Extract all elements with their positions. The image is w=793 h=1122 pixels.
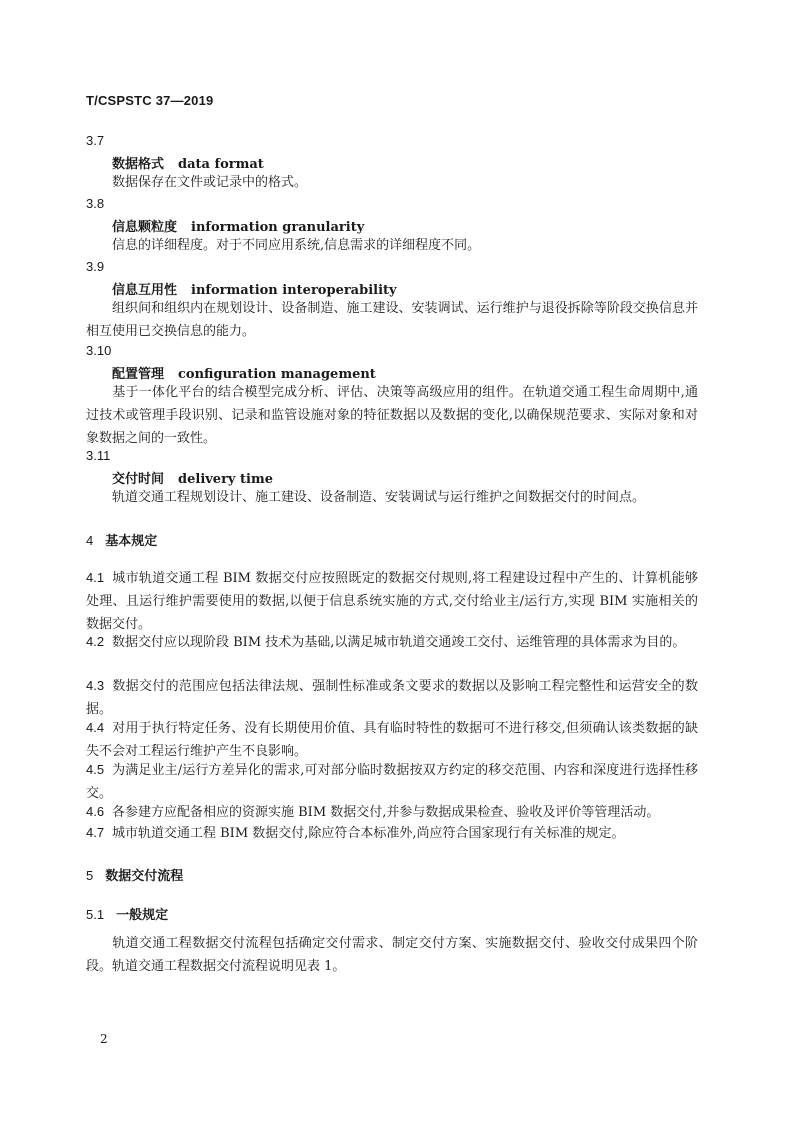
section-title: 基本规定: [105, 534, 158, 549]
page-number: 2: [100, 1032, 108, 1046]
term-definition-text: 信息的详细程度。对于不同应用系统,信息需求的详细程度不同。: [112, 238, 481, 253]
term-definition-text: 组织间和组织内在规划设计、设备制造、施工建设、安装调试、运行维护与退役拆除等阶段交换信息并相互使用已交换信息的能力。: [86, 301, 698, 339]
clause-number: 4.7: [86, 825, 105, 840]
term-definition: [86, 381, 698, 450]
term-definition: [86, 234, 698, 257]
term-definition: [86, 297, 698, 343]
term-number: 3.7: [86, 133, 105, 148]
term-title-zh: 配置管理: [112, 367, 165, 382]
term-title: [112, 153, 264, 172]
term-definition: [86, 171, 698, 194]
term-title-en: delivery time: [178, 472, 273, 487]
term-title-zh: 数据格式: [112, 157, 165, 172]
term-definition-text: 数据保存在文件或记录中的格式。: [112, 175, 308, 190]
clause-number: 4.1: [86, 570, 105, 585]
section-paragraph-text: 轨道交通工程数据交付流程包括确定交付需求、制定交付方案、实施数据交付、验收交付成果四个阶段。轨道交通工程数据交付流程说明见表 1。: [86, 936, 698, 974]
term-number: 3.8: [86, 196, 105, 211]
term-number: 3.9: [86, 259, 105, 274]
clause-number: 4.4: [86, 720, 105, 735]
clause-number: 4.2: [86, 634, 105, 649]
clause: [86, 674, 698, 721]
clause-text: 数据交付的范围应包括法律法规、强制性标准或条文要求的数据以及影响工程完整性和运营安全的数据。: [86, 679, 698, 717]
clause-text: 为满足业主/运行方差异化的需求,可对部分临时数据按双方约定的移交范围、内容和深度进行选择性移交。: [86, 763, 698, 801]
term-title: [112, 363, 376, 382]
term-title-zh: 信息颗粒度: [112, 220, 178, 235]
term-title: [112, 468, 273, 487]
clause-number: 4.5: [86, 762, 105, 777]
clause-number: 4.3: [86, 678, 105, 693]
clause: [86, 716, 698, 763]
term-title: [112, 216, 364, 235]
standard-code-header: T/CSPSTC 37—2019: [86, 93, 214, 108]
term-title-en: configuration management: [178, 367, 376, 382]
term-title-en: information granularity: [191, 220, 365, 235]
term-title-en: data format: [178, 157, 264, 172]
term-title-zh: 信息互用性: [112, 283, 178, 298]
clause-text: 城市轨道交通工程 BIM 数据交付应按照既定的数据交付规则,将工程建设过程中产生的、计算机能够处理、且运行维护需要使用的数据,以便于信息系统实施的方式,交付给业主/运行方,实现 BIM 实施相关的数据交付。: [86, 571, 698, 632]
clause-text: 对用于执行特定任务、没有长期使用价值、具有临时特性的数据可不进行移交,但须确认该类数据的缺失不会对工程运行维护产生不良影响。: [86, 721, 698, 759]
clause: [86, 566, 698, 636]
term-definition-text: 轨道交通工程规划设计、施工建设、设备制造、安装调试与运行维护之间数据交付的时间点。: [112, 490, 646, 505]
clause-number: 4.6: [86, 804, 105, 819]
clause-text: 数据交付应以现阶段 BIM 技术为基础,以满足城市轨道交通竣工交付、运维管理的具体需求为目的。: [112, 635, 686, 650]
term-title-en: information interoperability: [191, 283, 397, 298]
term-definition: [86, 486, 698, 509]
clause: [86, 630, 698, 654]
section-paragraph: [86, 932, 698, 978]
clause-text: 城市轨道交通工程 BIM 数据交付,除应符合本标准外,尚应符合国家现行有关标准的规定。: [112, 826, 625, 841]
section-title: 数据交付流程: [105, 869, 184, 884]
subsection-heading: [86, 904, 168, 923]
section-heading: [86, 865, 183, 884]
clause-text: 各参建方应配备相应的资源实施 BIM 数据交付,并参与数据成果检查、验收及评价等管理活动。: [112, 805, 660, 820]
section-heading: [86, 530, 157, 549]
section-number: 4: [86, 533, 94, 548]
section-number: 5: [86, 868, 94, 883]
term-title: [112, 279, 397, 298]
subsection-number: 5.1: [86, 907, 105, 922]
clause: [86, 758, 698, 805]
term-definition-text: 基于一体化平台的结合模型完成分析、评估、决策等高级应用的组件。在轨道交通工程生命周期中,通过技术或管理手段识别、记录和监管设施对象的特征数据以及数据的变化,以确保规范要求、实际对象和对象数据之间的一致性。: [86, 385, 698, 446]
clause: [86, 821, 698, 845]
term-number: 3.10: [86, 343, 112, 358]
term-number: 3.11: [86, 448, 111, 463]
subsection-title: 一般规定: [116, 908, 169, 923]
term-title-zh: 交付时间: [112, 472, 165, 487]
